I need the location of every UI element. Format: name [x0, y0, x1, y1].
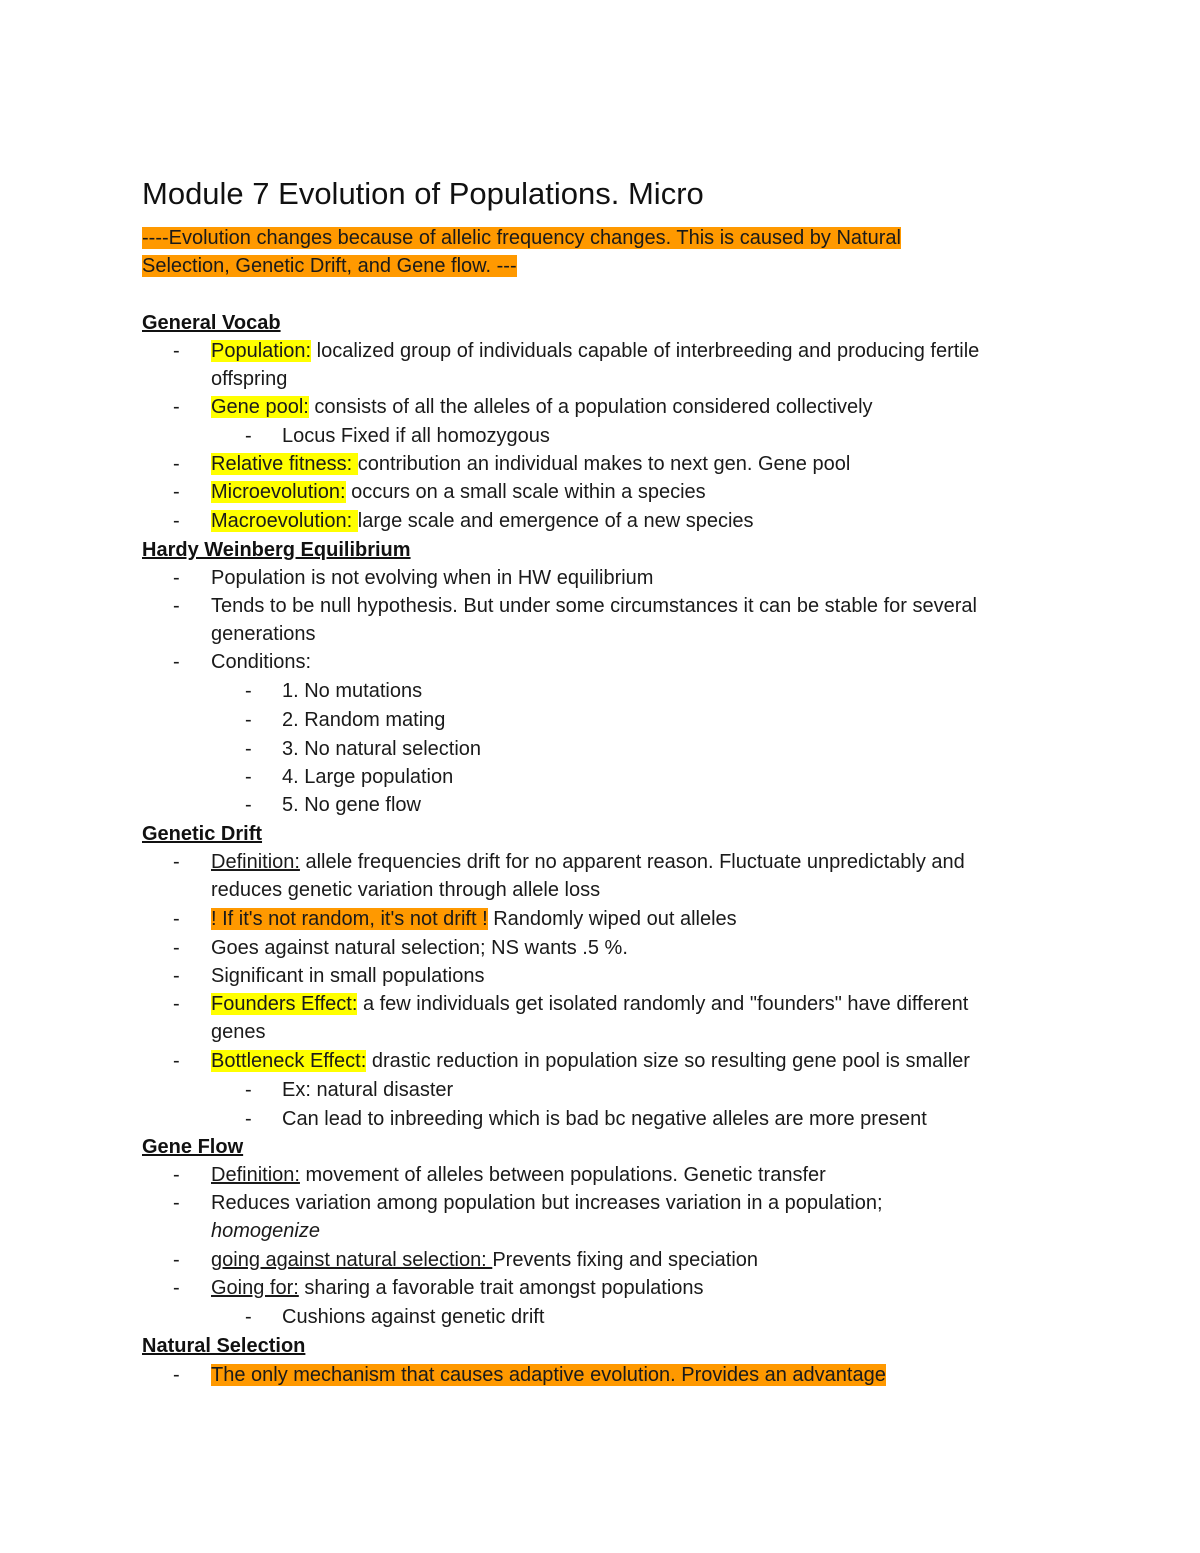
condition-5: 5. No gene flow	[282, 794, 421, 816]
term-founders-effect: Founders Effect:	[211, 993, 358, 1015]
list-item-cushions: Cushions against genetic drift	[282, 1306, 545, 1328]
condition-2: 2. Random mating	[282, 709, 446, 731]
list-item-gene-pool: Gene pool: consists of all the alleles of a population considered collectively	[211, 396, 873, 418]
heading-genetic-drift: Genetic Drift	[142, 823, 263, 845]
list-item-flow-definition: Definition: movement of alleles between populations. Genetic transfer	[211, 1164, 826, 1186]
bullet-dash: -	[173, 1277, 180, 1299]
bullet-dash: -	[245, 1079, 252, 1101]
list-item-ns-1	[211, 1361, 886, 1389]
list-item-bottleneck: Bottleneck Effect: drastic reduction in population size so resulting gene pool is smaller	[211, 1050, 970, 1072]
term-relative-fitness: Relative fitness:	[211, 453, 358, 475]
intro-highlight: ----Evolution changes because of allelic frequency changes. This is caused by Natural Selection, Genetic Drift, and Gene flow. ---	[142, 227, 901, 277]
bullet-dash: -	[245, 794, 252, 816]
bullet-dash: -	[173, 851, 180, 873]
bullet-dash: -	[173, 1192, 180, 1214]
condition-1: 1. No mutations	[282, 680, 423, 702]
list-item-relative-fitness: Relative fitness: contribution an individual makes to next gen. Gene pool	[211, 453, 851, 475]
bullet-dash: -	[173, 340, 180, 362]
label-going-for: Going for:	[211, 1277, 299, 1299]
ns-highlight: The only mechanism that causes adaptive evolution. Provides an advantage	[211, 1364, 886, 1386]
warning-highlight: ! If it's not random, it's not drift !	[211, 908, 488, 930]
term-microevolution: Microevolution:	[211, 481, 346, 503]
bullet-dash: -	[173, 1164, 180, 1186]
bullet-dash: -	[173, 651, 180, 673]
bullet-dash: -	[173, 993, 180, 1015]
list-item-drift-definition-cont: reduces genetic variation through allele loss	[211, 879, 601, 901]
bullet-dash: -	[245, 738, 252, 760]
list-item-drift-4: Significant in small populations	[211, 965, 485, 987]
heading-hardy-weinberg: Hardy Weinberg Equilibrium	[142, 539, 411, 561]
list-item-population: Population: localized group of individuals capable of interbreeding and producing fertile	[211, 340, 980, 362]
label-definition: Definition:	[211, 1164, 300, 1186]
list-item-flow-for: Going for: sharing a favorable trait amongst populations	[211, 1277, 704, 1299]
page-title: Module 7 Evolution of Populations. Micro	[142, 176, 704, 211]
list-item-hw-2-cont: generations	[211, 623, 316, 645]
bullet-dash: -	[173, 965, 180, 987]
list-item-flow-2: Reduces variation among population but increases variation in a population;	[211, 1192, 883, 1214]
bullet-dash: -	[173, 1249, 180, 1271]
bullet-dash: -	[173, 510, 180, 532]
term-gene-pool: Gene pool:	[211, 396, 309, 418]
list-item-locus-fixed: Locus Fixed if all homozygous	[282, 425, 550, 447]
condition-3: 3. No natural selection	[282, 738, 482, 760]
heading-gene-flow: Gene Flow	[142, 1136, 244, 1158]
label-definition: Definition:	[211, 851, 300, 873]
bullet-dash: -	[173, 396, 180, 418]
list-item-founders: Founders Effect: a few individuals get isolated randomly and "founders" have different	[211, 993, 969, 1015]
heading-general-vocab: General Vocab	[142, 312, 281, 334]
bullet-dash: -	[245, 766, 252, 788]
intro-summary	[142, 224, 982, 280]
bullet-dash: -	[245, 680, 252, 702]
heading-natural-selection: Natural Selection	[142, 1335, 306, 1357]
bullet-dash: -	[245, 425, 252, 447]
list-item-ex-disaster: Ex: natural disaster	[282, 1079, 454, 1101]
list-item-hw-3: Conditions:	[211, 651, 312, 673]
bullet-dash: -	[245, 1108, 252, 1130]
bullet-dash: -	[173, 1050, 180, 1072]
list-item-drift-3: Goes against natural selection; NS wants .5 %.	[211, 937, 628, 959]
bullet-dash: -	[245, 709, 252, 731]
bullet-dash: -	[173, 937, 180, 959]
bullet-dash: -	[173, 595, 180, 617]
term-macroevolution: Macroevolution:	[211, 510, 358, 532]
label-going-against: going against natural selection:	[211, 1249, 493, 1271]
list-item-founders-cont: genes	[211, 1021, 266, 1043]
term-population: Population:	[211, 340, 312, 362]
list-item-drift-warning: ! If it's not random, it's not drift ! Randomly wiped out alleles	[211, 908, 737, 930]
list-item-flow-against: going against natural selection: Prevents fixing and speciation	[211, 1249, 759, 1271]
bullet-dash: -	[173, 567, 180, 589]
condition-4: 4. Large population	[282, 766, 454, 788]
term-bottleneck-effect: Bottleneck Effect:	[211, 1050, 367, 1072]
list-item-hw-2: Tends to be null hypothesis. But under some circumstances it can be stable for several	[211, 595, 977, 617]
list-item-hw-1: Population is not evolving when in HW equilibrium	[211, 567, 654, 589]
bullet-dash: -	[173, 453, 180, 475]
list-item-macroevolution: Macroevolution: large scale and emergence of a new species	[211, 510, 754, 532]
list-item-population-cont: offspring	[211, 368, 288, 390]
list-item-drift-definition: Definition: allele frequencies drift for no apparent reason. Fluctuate unpredictably and	[211, 851, 965, 873]
list-item-microevolution: Microevolution: occurs on a small scale within a species	[211, 481, 706, 503]
list-item-inbreeding: Can lead to inbreeding which is bad bc negative alleles are more present	[282, 1108, 927, 1130]
bullet-dash: -	[173, 1364, 180, 1386]
bullet-dash: -	[173, 908, 180, 930]
bullet-dash: -	[245, 1306, 252, 1328]
list-item-flow-2-cont: homogenize	[211, 1220, 320, 1242]
bullet-dash: -	[173, 481, 180, 503]
